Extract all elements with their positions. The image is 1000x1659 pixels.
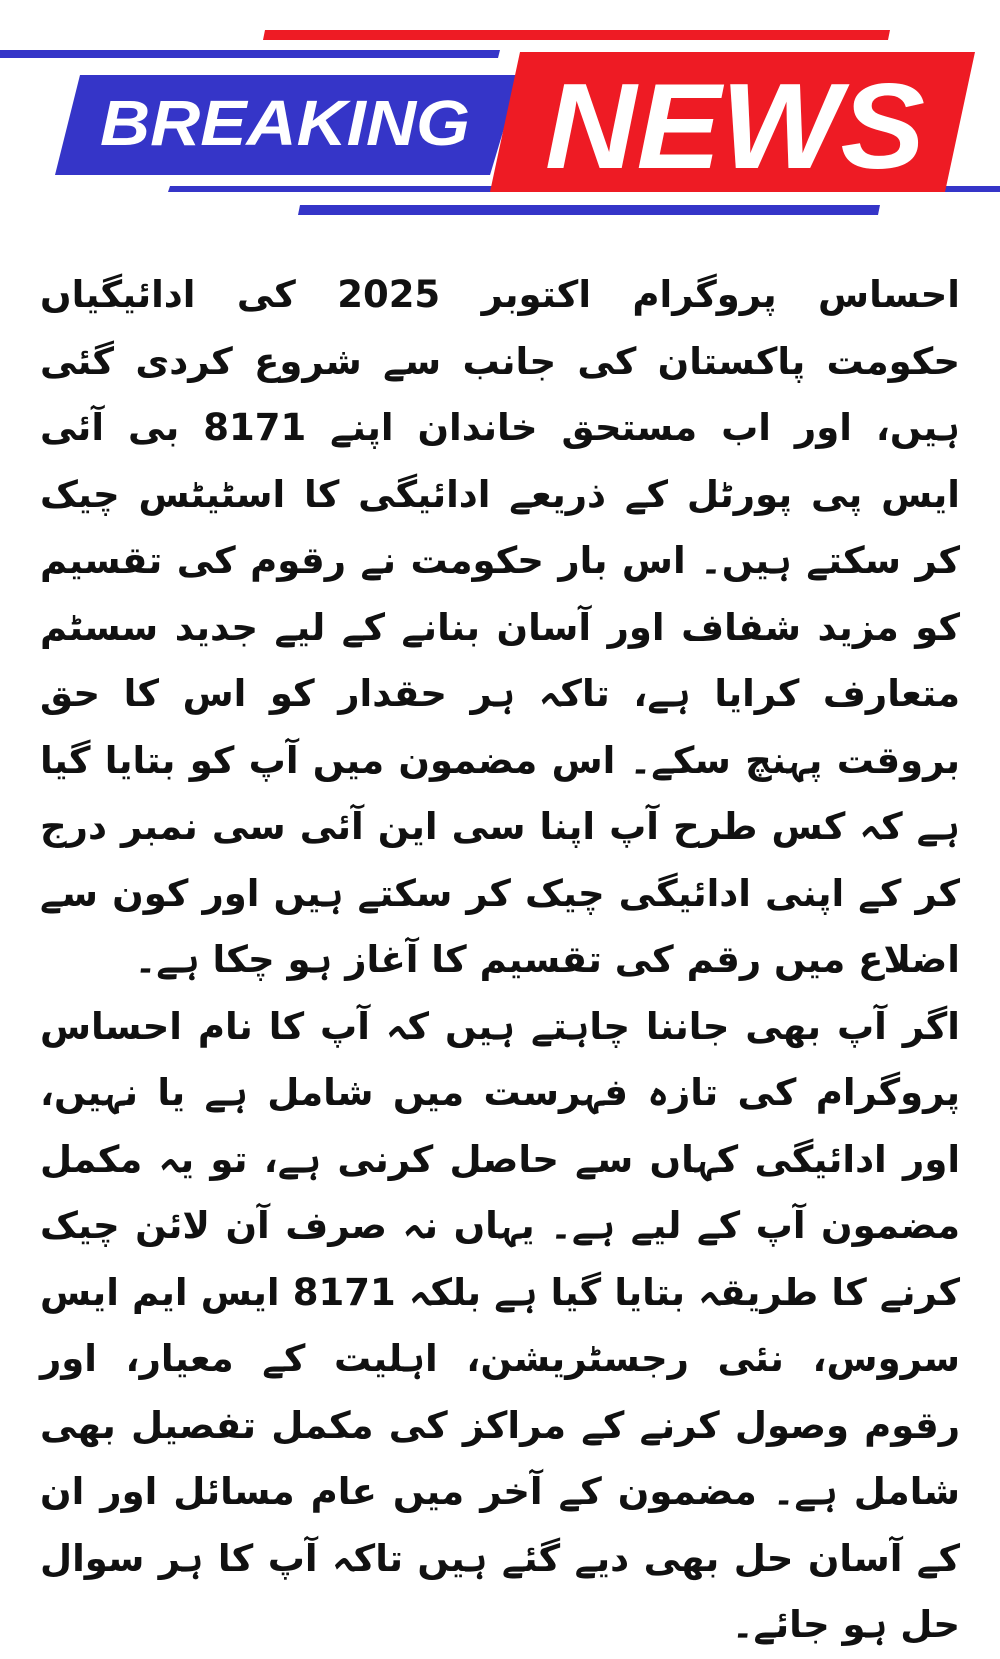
breaking-label: BREAKING [100,87,471,159]
breaking-news-banner [0,0,1000,230]
bottom-blue-stripe-lower [298,205,880,215]
top-blue-stripe [0,50,500,58]
top-red-stripe [263,30,890,40]
article-paragraph-2: اگر آپ بھی جاننا چاہتے ہیں کہ آپ کا نام احساس پروگرام کی تازہ فہرست میں شامل ہے یا نہیں، اور ادائیگی کہاں سے حاصل کرنی ہے، تو یہ مکمل مضمون آپ کے لیے ہے۔ یہاں نہ صرف آن لائن چیک کرنے کا طریقہ بتایا گیا ہے بلکہ 8171 ایس ایم ایس سروس، نئی رجسٹریشن، اہلیت کے معیار، اور رقوم وصول کرنے کے مراکز کی مکمل تفصیل بھی شامل ہے۔ مضمون کے آخر میں عام مسائل اور ان کے آسان حل بھی دیے گئے ہیں تاکہ آپ کا ہر سوال حل ہو جائے۔ [40,1004,960,1646]
article-body [40,262,960,1646]
banner-graphic [0,0,1000,230]
article-paragraph-1: احساس پروگرام اکتوبر 2025 کی ادائیگیاں حکومت پاکستان کی جانب سے شروع کردی گئی ہیں، اور اب مستحق خاندان اپنے 8171 بی آئی ایس پی پورٹل کے ذریعے ادائیگی کا اسٹیٹس چیک کر سکتے ہیں۔ اس بار حکومت نے رقوم کی تقسیم کو مزید شفاف اور آسان بنانے کے لیے جدید سسٹم متعارف کرایا ہے، تاکہ ہر حقدار کو اس کا حق بروقت پہنچ سکے۔ اس مضمون میں آپ کو بتایا گیا ہے کہ کس طرح آپ اپنا سی این آئی سی نمبر درج کر کے اپنی ادائیگی چیک کر سکتے ہیں اور کون سے اضلاع میں رقم کی تقسیم کا آغاز ہو چکا ہے۔ [40,273,960,981]
news-label: NEWS [545,58,925,194]
